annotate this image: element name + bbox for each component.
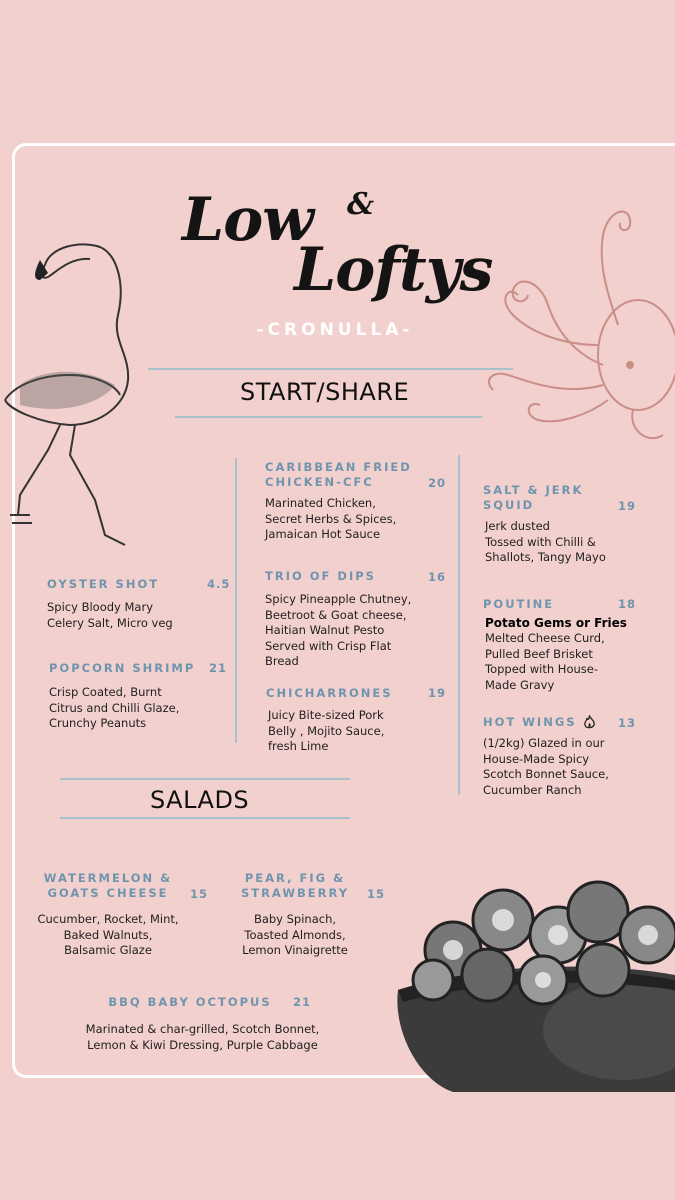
item-price: 16	[428, 570, 447, 584]
item-description: Baby Spinach, Toasted Almonds, Lemon Vinaigrette	[242, 912, 348, 957]
menu-item-caribbean-fried-chicken	[265, 460, 450, 543]
flamingo-illustration	[0, 235, 145, 555]
octopus-illustration	[478, 195, 675, 455]
fire-icon	[583, 715, 596, 730]
brand-ampersand: &	[347, 187, 375, 222]
brand-line2: Loftys	[294, 235, 493, 305]
column-divider-left	[235, 458, 237, 743]
item-option: Potato Gems or Fries	[485, 616, 627, 630]
menu-item-hot-wings	[483, 715, 658, 798]
menu-item-bbq-baby-octopus	[60, 995, 345, 1053]
item-price: 13	[618, 716, 637, 730]
item-name: BBQ BABY OCTOPUS	[108, 995, 272, 1009]
item-name: SALT & JERK SQUID	[483, 483, 584, 512]
menu-item-watermelon-goats-cheese	[28, 871, 209, 959]
item-price: 21	[209, 661, 228, 675]
menu-item-oyster-shot	[47, 577, 232, 631]
column-divider-right	[458, 455, 460, 795]
item-description: Crisp Coated, Burnt Citrus and Chilli Glaze, Crunchy Peanuts	[49, 685, 180, 730]
item-description: Cucumber, Rocket, Mint, Baked Walnuts, Balsamic Glaze	[37, 912, 179, 957]
menu-item-popcorn-shrimp	[49, 661, 234, 732]
brand-line1: Low	[182, 185, 313, 255]
item-description: Jerk dusted Tossed with Chilli & Shallots, Tangy Mayo	[485, 519, 606, 564]
menu-item-chicharrones	[266, 686, 451, 755]
item-name: CHICHARRONES	[266, 686, 393, 700]
menu-item-salt-jerk-squid	[483, 483, 658, 566]
item-name: POPCORN SHRIMP	[49, 661, 196, 675]
item-price: 21	[293, 995, 312, 1009]
salad-bowl-illustration	[393, 880, 675, 1095]
item-description: Marinated Chicken, Secret Herbs & Spices, Jamaican Hot Sauce	[265, 496, 397, 541]
salads-bottom-rule	[60, 817, 350, 819]
menu-item-poutine	[483, 597, 658, 693]
item-name: WATERMELON & GOATS CHEESE	[43, 871, 173, 900]
item-price: 15	[367, 887, 386, 901]
start-share-heading: START/SHARE	[240, 378, 410, 406]
location-label: -CRONULLA-	[256, 320, 414, 340]
item-description: Melted Cheese Curd, Pulled Beef Brisket Topped with House- Made Gravy	[485, 631, 605, 692]
item-description: Juicy Bite-sized Pork Belly , Mojito Sauce, fresh Lime	[268, 708, 385, 753]
item-name: OYSTER SHOT	[47, 577, 160, 591]
item-price: 18	[618, 597, 637, 611]
item-description: Spicy Pineapple Chutney, Beetroot & Goat cheese, Haitian Walnut Pesto Served with Crisp Flat Bread	[265, 592, 412, 668]
start-share-top-rule	[148, 368, 513, 370]
start-share-bottom-rule	[175, 416, 482, 418]
item-name: PEAR, FIG & STRAWBERRY	[240, 871, 350, 900]
item-price: 4.5	[207, 577, 231, 591]
item-description: (1/2kg) Glazed in our House-Made Spicy Scotch Bonnet Sauce, Cucumber Ranch	[483, 736, 609, 797]
salads-top-rule	[60, 778, 350, 780]
item-price: 19	[618, 499, 637, 513]
salads-heading: SALADS	[150, 786, 250, 814]
item-description: Marinated & char-grilled, Scotch Bonnet, Lemon & Kiwi Dressing, Purple Cabbage	[85, 1022, 320, 1052]
item-description: Spicy Bloody Mary Celery Salt, Micro veg	[47, 600, 173, 630]
item-price: 19	[428, 686, 447, 700]
item-name: HOT WINGS	[483, 715, 577, 729]
menu-item-trio-of-dips	[265, 569, 450, 670]
item-name: CARIBBEAN FRIED CHICKEN-CFC	[265, 460, 412, 489]
menu-item-pear-fig-strawberry	[230, 871, 386, 959]
item-price: 20	[428, 476, 447, 490]
item-price: 15	[190, 887, 209, 901]
item-name: POUTINE	[483, 597, 555, 611]
item-name: TRIO OF DIPS	[265, 569, 376, 583]
